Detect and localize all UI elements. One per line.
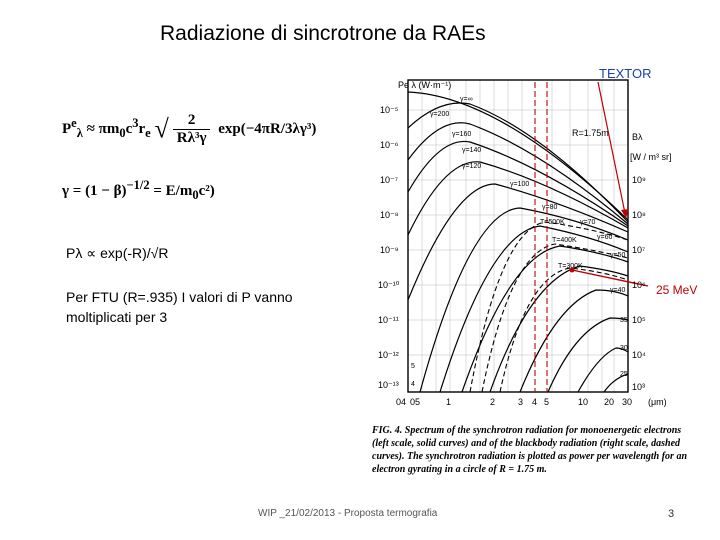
formula-coef-sup: 3 — [132, 115, 139, 130]
left-tick: 10⁻⁷ — [380, 175, 399, 185]
gamma-label: γ=160 — [452, 131, 472, 138]
curve-labels — [411, 96, 628, 388]
gamma-eq-sub: 0 — [192, 188, 199, 202]
edge-label: 35 — [620, 317, 628, 324]
right-axis-units: [W / m³ sr] — [630, 152, 672, 162]
right-tick: 10⁷ — [632, 245, 646, 255]
left-tick: 10⁻⁸ — [380, 210, 399, 220]
left-tick: 10⁻⁶ — [380, 140, 399, 150]
red-marker-lines — [535, 82, 547, 392]
formula-coef-sub: 0 — [119, 125, 126, 140]
edge-label: 5 — [411, 363, 415, 370]
sqrt-sign: √ — [154, 114, 169, 144]
x-tick: 5 — [544, 397, 550, 407]
gamma-label: γ=140 — [462, 147, 482, 154]
formula-lhs-sub: λ — [76, 125, 83, 140]
right-tick: 10⁹ — [632, 175, 646, 185]
formula-exponential: exp(−4πR/3λγ³) — [218, 120, 317, 137]
gamma-label: γ=∞ — [460, 96, 473, 103]
left-tick: 10⁻⁹ — [380, 245, 399, 255]
curve-gamma-30 — [578, 348, 628, 392]
curve-t500 — [470, 222, 628, 392]
temperature-label: T=400K — [552, 237, 577, 244]
left-tick: 10⁻¹¹ — [378, 315, 399, 325]
edge-label: 30 — [620, 345, 628, 352]
curve-gamma-100 — [408, 184, 628, 300]
formula-coef: πm — [98, 120, 120, 137]
slide-title: Radiazione di sincrotrone da RAEs — [160, 22, 486, 45]
edge-label: 25 — [620, 371, 628, 378]
right-tick: 10⁵ — [632, 315, 646, 325]
left-tick: 10⁻¹³ — [378, 380, 399, 390]
temperature-label: T=300K — [558, 263, 583, 270]
x-tick: 3 — [518, 397, 524, 407]
right-tick: 10⁸ — [632, 210, 646, 220]
formula-coef-c: c — [125, 120, 133, 137]
page-number: 3 — [668, 508, 675, 520]
x-tick: 20 — [604, 397, 615, 407]
x-tick: 04 — [396, 397, 407, 407]
gamma-label: γ=70 — [580, 219, 596, 226]
x-tick: 4 — [532, 397, 538, 407]
gamma-eq: = E/m — [153, 183, 193, 199]
gamma-lhs-sup: −1/2 — [126, 178, 150, 192]
right-axis-label: Bλ — [632, 132, 643, 142]
gamma-label: γ=40 — [610, 287, 626, 294]
gamma-label: γ=60 — [597, 234, 613, 241]
left-tick: 10⁻¹⁰ — [378, 280, 400, 290]
left-tick: 10⁻⁵ — [380, 105, 399, 115]
x-axis-unit: (μm) — [648, 397, 667, 407]
x-tick: 1 — [446, 397, 452, 407]
gamma-label: γ=50 — [610, 252, 626, 259]
fraction-numerator: 2 — [173, 112, 211, 130]
fraction-denominator: Rλ³γ — [176, 130, 207, 146]
left-axis-label: Pe λ (W·m⁻¹) — [398, 80, 452, 90]
x-tick: 30 — [622, 397, 633, 407]
formula-coef-r: r — [138, 120, 146, 137]
textor-label: TEXTOR — [599, 66, 652, 81]
formula-coef-rsub: e — [145, 125, 151, 140]
curve-t400 — [482, 244, 628, 392]
gamma-label: γ=100 — [510, 181, 530, 188]
right-tick: 10⁴ — [632, 350, 646, 360]
edge-label: 4 — [411, 381, 415, 388]
curve-t300 — [500, 268, 628, 392]
gamma-eq-rest: c²) — [198, 183, 215, 199]
formula-approx: ≈ — [86, 120, 95, 137]
x-tick: 05 — [410, 397, 421, 407]
ftu-note: Per FTU (R=.935) I valori di P vanno moltiplicati per 3 — [66, 289, 293, 325]
proportionality-text: Pλ ∝ exp(-R)/√R — [66, 245, 169, 261]
left-tick: 10⁻¹² — [378, 350, 399, 360]
gamma-label: γ=200 — [430, 111, 450, 118]
gamma-lhs: γ = (1 − β) — [62, 183, 127, 199]
gamma-label: γ=80 — [542, 204, 558, 211]
figure-caption: FIG. 4. Spectrum of the synchrotron radiation for monoenergetic electrons (left scale, solid curves) and of the blackbody radiation (right scale, dashed curves). The synchrotron radiation is plotted as power per wavelength for an electron gyrating in a circle of R = 1.75 m. — [372, 425, 688, 475]
x-tick: 10 — [578, 397, 589, 407]
temperature-label: T=500K — [540, 219, 565, 226]
curve-gamma-70 — [440, 226, 628, 392]
right-tick: 10⁶ — [632, 280, 646, 290]
x-tick: 2 — [490, 397, 496, 407]
footer-text: WIP _21/02/2013 - Proposta termografia — [258, 508, 438, 519]
formula-lhs: P — [62, 120, 72, 137]
gamma-label: γ=120 — [462, 163, 482, 170]
formula-lhs-sup: e — [71, 115, 77, 130]
blackbody-curves — [470, 222, 628, 392]
energy-label: 25 MeV — [656, 283, 698, 297]
radius-label: R=1.75m — [572, 128, 609, 138]
right-tick: 10³ — [632, 382, 646, 392]
curve-gamma-40 — [520, 290, 628, 392]
